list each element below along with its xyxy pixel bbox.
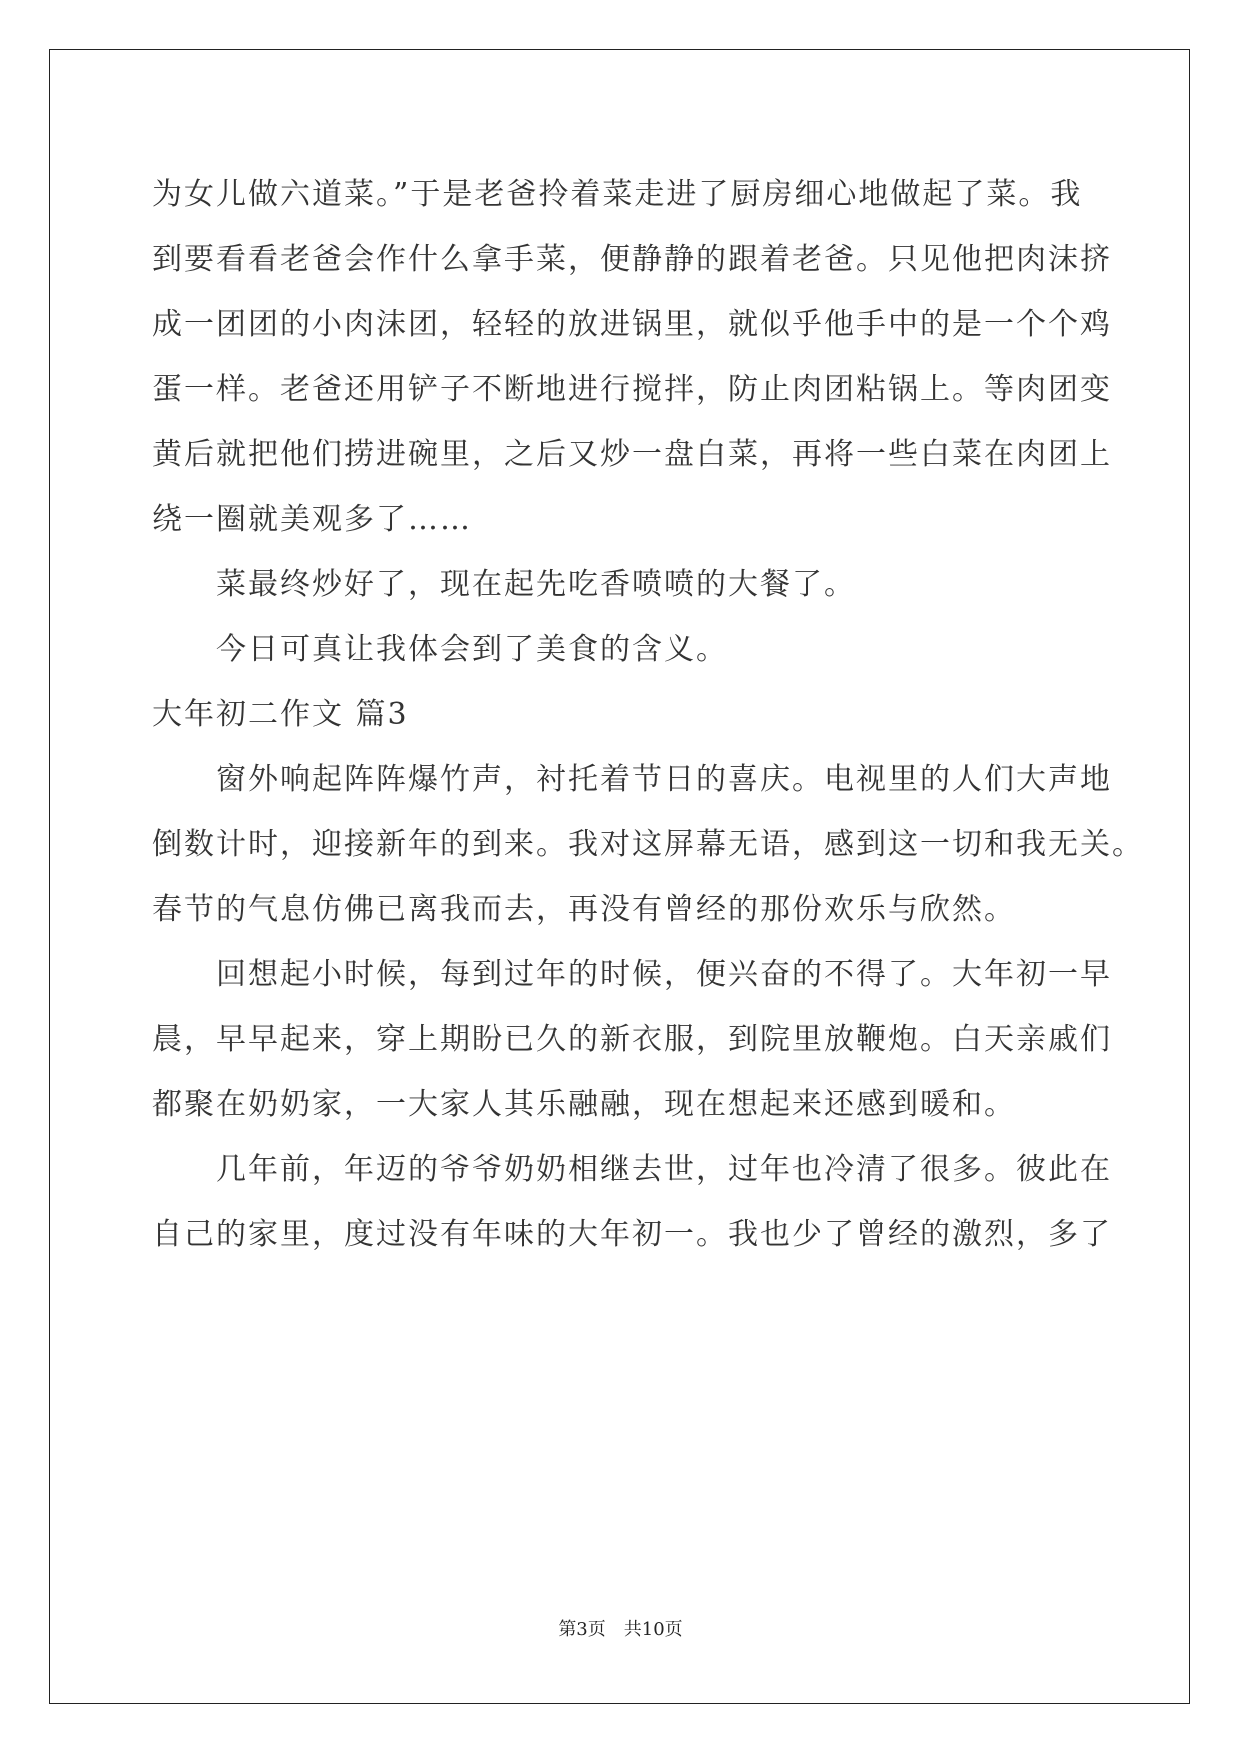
- page-footer: 第3页 共10页: [558, 1619, 683, 1640]
- text-line: 蛋一样。老爸还用铲子不断地进行搅拌，防止肉团粘锅上。等肉团变: [152, 372, 1112, 407]
- section-heading: 大年初二作文 篇3: [152, 697, 409, 732]
- paragraph-line: 回想起小时候，每到过年的时候，便兴奋的不得了。大年初一早: [216, 957, 1112, 992]
- document-body: [152, 162, 1144, 1267]
- paragraph-line: 菜最终炒好了，现在起先吃香喷喷的大餐了。: [216, 567, 856, 602]
- paragraph-line: 窗外响起阵阵爆竹声，衬托着节日的喜庆。电视里的人们大声地: [216, 762, 1112, 797]
- text-line: 晨，早早起来，穿上期盼已久的新衣服，到院里放鞭炮。白天亲戚们: [152, 1022, 1112, 1057]
- paragraph-line: 今日可真让我体会到了美食的含义。: [216, 632, 728, 667]
- text-line: 为女儿做六道菜。”于是老爸拎着菜走进了厨房细心地做起了菜。我: [152, 177, 1083, 212]
- text-line: 到要看看老爸会作什么拿手菜，便静静的跟着老爸。只见他把肉沫挤: [152, 242, 1112, 277]
- text-line: 都聚在奶奶家，一大家人其乐融融，现在想起来还感到暖和。: [152, 1087, 1016, 1122]
- text-line: 成一团团的小肉沫团，轻轻的放进锅里，就似乎他手中的是一个个鸡: [152, 307, 1112, 342]
- text-line: 自己的家里，度过没有年味的大年初一。我也少了曾经的激烈，多了: [152, 1217, 1112, 1252]
- text-line: 黄后就把他们捞进碗里，之后又炒一盘白菜，再将一些白菜在肉团上: [152, 437, 1112, 472]
- text-line: 春节的气息仿佛已离我而去，再没有曾经的那份欢乐与欣然。: [152, 892, 1016, 927]
- text-line: 倒数计时，迎接新年的到来。我对这屏幕无语，感到这一切和我无关。: [152, 827, 1144, 862]
- text-line: 绕一圈就美观多了……: [152, 502, 472, 537]
- paragraph-line: 几年前，年迈的爷爷奶奶相继去世，过年也冷清了很多。彼此在: [216, 1152, 1112, 1187]
